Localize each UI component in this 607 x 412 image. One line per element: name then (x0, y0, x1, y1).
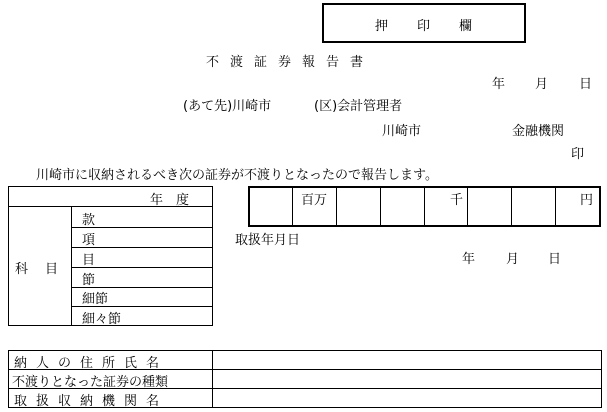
amount-divider (424, 187, 425, 226)
category-row-saisaisetsu: 細々節 (82, 312, 122, 327)
payer-address-name-label: 納人の住所氏名 (14, 356, 169, 371)
amount-divider (555, 187, 556, 226)
amount-divider (336, 187, 337, 226)
sender-city: 川崎市 (382, 124, 422, 139)
unit-million: 百万 (301, 193, 328, 208)
category-row-kan: 款 (82, 213, 96, 228)
category-row-setsu: 節 (82, 273, 96, 288)
handling-month: 月 (506, 252, 520, 267)
statement-text: 川崎市に収納されるべき次の証券が不渡りとなったので報告します。 (36, 168, 438, 183)
sender-seal: 印 (571, 147, 585, 162)
handling-date-label: 取扱年月日 (235, 233, 301, 248)
category-label: 科 目 (15, 262, 61, 277)
document-title: 不渡証券報告書 (206, 55, 375, 70)
category-row-saisetsu: 細節 (82, 292, 109, 307)
amount-divider (511, 187, 512, 226)
handling-institution-label: 取扱収納機関名 (14, 394, 169, 409)
handling-day: 日 (548, 252, 562, 267)
dishonored-securities-type-label: 不渡りとなった証券の種類 (12, 375, 169, 390)
sender-institution: 金融機関 (512, 124, 565, 139)
addressee-office: (区)会計管理者 (314, 99, 403, 114)
amount-divider (380, 187, 381, 226)
amount-divider (292, 187, 293, 226)
report-year: 年 (492, 77, 506, 92)
fiscal-year-label: 年 度 (150, 193, 190, 208)
handling-year: 年 (462, 252, 476, 267)
report-month: 月 (535, 77, 549, 92)
amount-divider (467, 187, 468, 226)
seal-box (322, 3, 526, 43)
report-day: 日 (579, 77, 593, 92)
unit-yen: 円 (580, 193, 594, 208)
category-row-kou: 項 (82, 233, 96, 248)
category-row-moku: 目 (82, 253, 96, 268)
seal-box-label: 押 印 欄 (374, 19, 473, 34)
unit-thousand: 千 (450, 193, 464, 208)
addressee-to: (あて先)川崎市 (183, 99, 272, 114)
bottom-divider (212, 350, 213, 408)
